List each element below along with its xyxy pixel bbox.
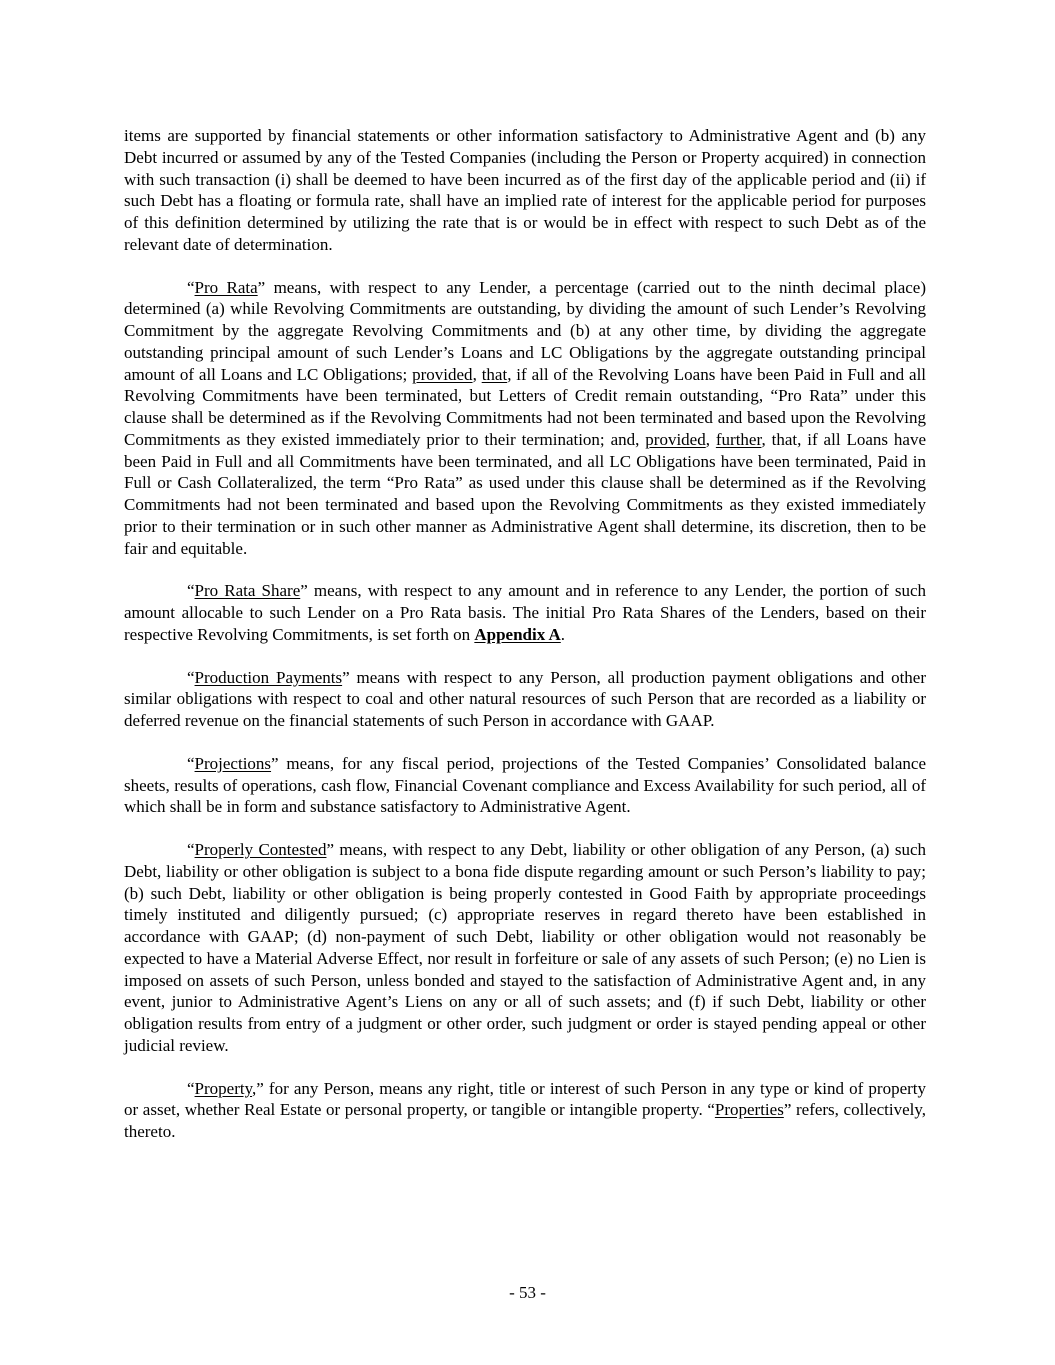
provided-term: provided	[412, 364, 473, 384]
definition-text: , that, if all Loans have been Paid in Full and all Commitments have been terminated, and all LC Obligations have been terminated, Paid in Full or Cash Collateralized, the term “Pro Rata” as used under this clause shall be determined as if the Revolving Commitments had not been terminated and based upon the Revolving Commitments as they existed immediately prior to their termination or in such other manner as Administrative Agent shall determine, its discretion, then to be fair and equitable.	[124, 429, 926, 558]
definition-pro-rata-share	[124, 580, 926, 645]
provided-term: provided	[645, 429, 706, 449]
definition-production-payments	[124, 667, 926, 732]
definition-pro-rata	[124, 277, 926, 560]
definition-text: ” means with respect to any Person, all production payment obligations and other similar obligations with respect to coal and other natural resources of such Person that are recorded as a liability or deferred revenue on the financial statements of such Person in accordance with GAAP.	[124, 667, 927, 730]
open-quote: “	[187, 840, 195, 859]
defined-term-properties: Properties	[714, 1100, 784, 1120]
definition-text: ” means, with respect to any amount and in reference to any Lender, the portion of such amount allocable to such Lender on a Pro Rata basis. The initial Pro Rata Shares of the Lenders, based on their respective Revolving Commitments, is set forth on	[124, 581, 926, 644]
definition-properly-contested	[124, 839, 926, 1057]
open-quote: “	[187, 753, 195, 773]
definition-text: ” refers, collectively, thereto.	[124, 1100, 926, 1141]
paragraph-continuation	[124, 125, 926, 256]
defined-term-property: Property	[194, 1078, 252, 1098]
open-quote: “	[707, 1100, 715, 1120]
page-number: - 53 -	[509, 1283, 546, 1302]
paragraph-text: items are supported by financial statements or other information satisfactory to Administrative Agent and (b) any Debt incurred or assumed by any of the Tested Companies (including the Person or Property acquired) in connection with such transaction (i) shall be deemed to have been incurred as of the first day of the applicable period and (ii) if such Debt has a floating or formula rate, shall have an implied rate of interest for the applicable period for purposes of this definition determined by utilizing the rate that is or would be in effect with respect to such Debt as of the relevant date of determination.	[124, 126, 926, 254]
defined-term-production-payments: Production Payments	[194, 667, 343, 687]
definition-property	[124, 1078, 926, 1143]
open-quote: “	[187, 1078, 195, 1098]
open-quote: “	[187, 581, 195, 601]
defined-term-projections: Projections	[194, 753, 272, 773]
defined-term-pro-rata-share: Pro Rata Share	[194, 581, 301, 601]
definition-text: ” means, for any fiscal period, projections of the Tested Companies’ Consolidated balance sheets, results of operations, cash flow, Financial Covenant compliance and Excess Availability for such period, all of which shall be in form and substance satisfactory to Administrative Agent.	[124, 753, 926, 817]
definition-text: , if all of the Revolving Loans have been Paid in Full and all Revolving Commitments have been terminated, but Letters of Credit remain outstanding, “Pro Rata” under this clause shall be determined as if the Revolving Commitments had not been terminated and based upon the Revolving Commitments as they existed immediately prior to their termination; and,	[124, 364, 927, 449]
definition-text: ” means, with respect to any Lender, a percentage (carried out to the ninth decimal place) determined (a) while Revolving Commitments are outstanding, by dividing the amount of such Lender’s Revolving Commitment by the aggregate Revolving Commitments and (b) at any other time, by dividing the aggregate outstanding principal amount of such Lender’s Loans and LC Obligations by the aggregate outstanding principal amount of all Loans and LC Obligations;	[124, 277, 926, 384]
that-term: that	[481, 364, 508, 384]
definition-text: ,” for any Person, means any right, title or interest of such Person in any type or kind of property or asset, whether Real Estate or personal property, or tangible or intangible property.	[124, 1078, 926, 1120]
definition-projections	[124, 753, 926, 818]
defined-term-properly-contested: Properly Contested	[194, 840, 327, 859]
document-body	[124, 125, 926, 1164]
open-quote: “	[187, 667, 195, 687]
open-quote: “	[187, 277, 195, 297]
definition-text: ” means, with respect to any Debt, liability or other obligation of any Person, (a) such Debt, liability or other obligation is subject to a bona fide dispute regarding amount or such Person’s liability to pay; (b) such Debt, liability or other obligation is being properly contested in Good Faith by appropriate proceedings timely instituted and diligently pursued; (c) appropriate reserves in regard thereto have been established in accordance with GAAP; (d) non-payment of such Debt, liability or other obligation would not reasonably be expected to have a Material Adverse Effect, nor result in forfeiture or sale of any assets of such Person; (e) no Lien is imposed on assets of such Person, unless bonded and stayed to the satisfaction of Administrative Agent and, in any event, junior to Administrative Agent’s Liens on any or all of such assets; and (f) if such Debt, liability or other obligation results from entry of a judgment or other order, such judgment or order is stayed pending appeal or other judicial review.	[124, 840, 926, 1055]
punctuation: ,	[705, 429, 716, 449]
defined-term-pro-rata: Pro Rata	[194, 277, 258, 297]
punctuation: .	[560, 624, 566, 644]
punctuation: ,	[472, 364, 482, 384]
appendix-reference: Appendix A	[474, 624, 561, 644]
further-term: further	[715, 429, 762, 449]
